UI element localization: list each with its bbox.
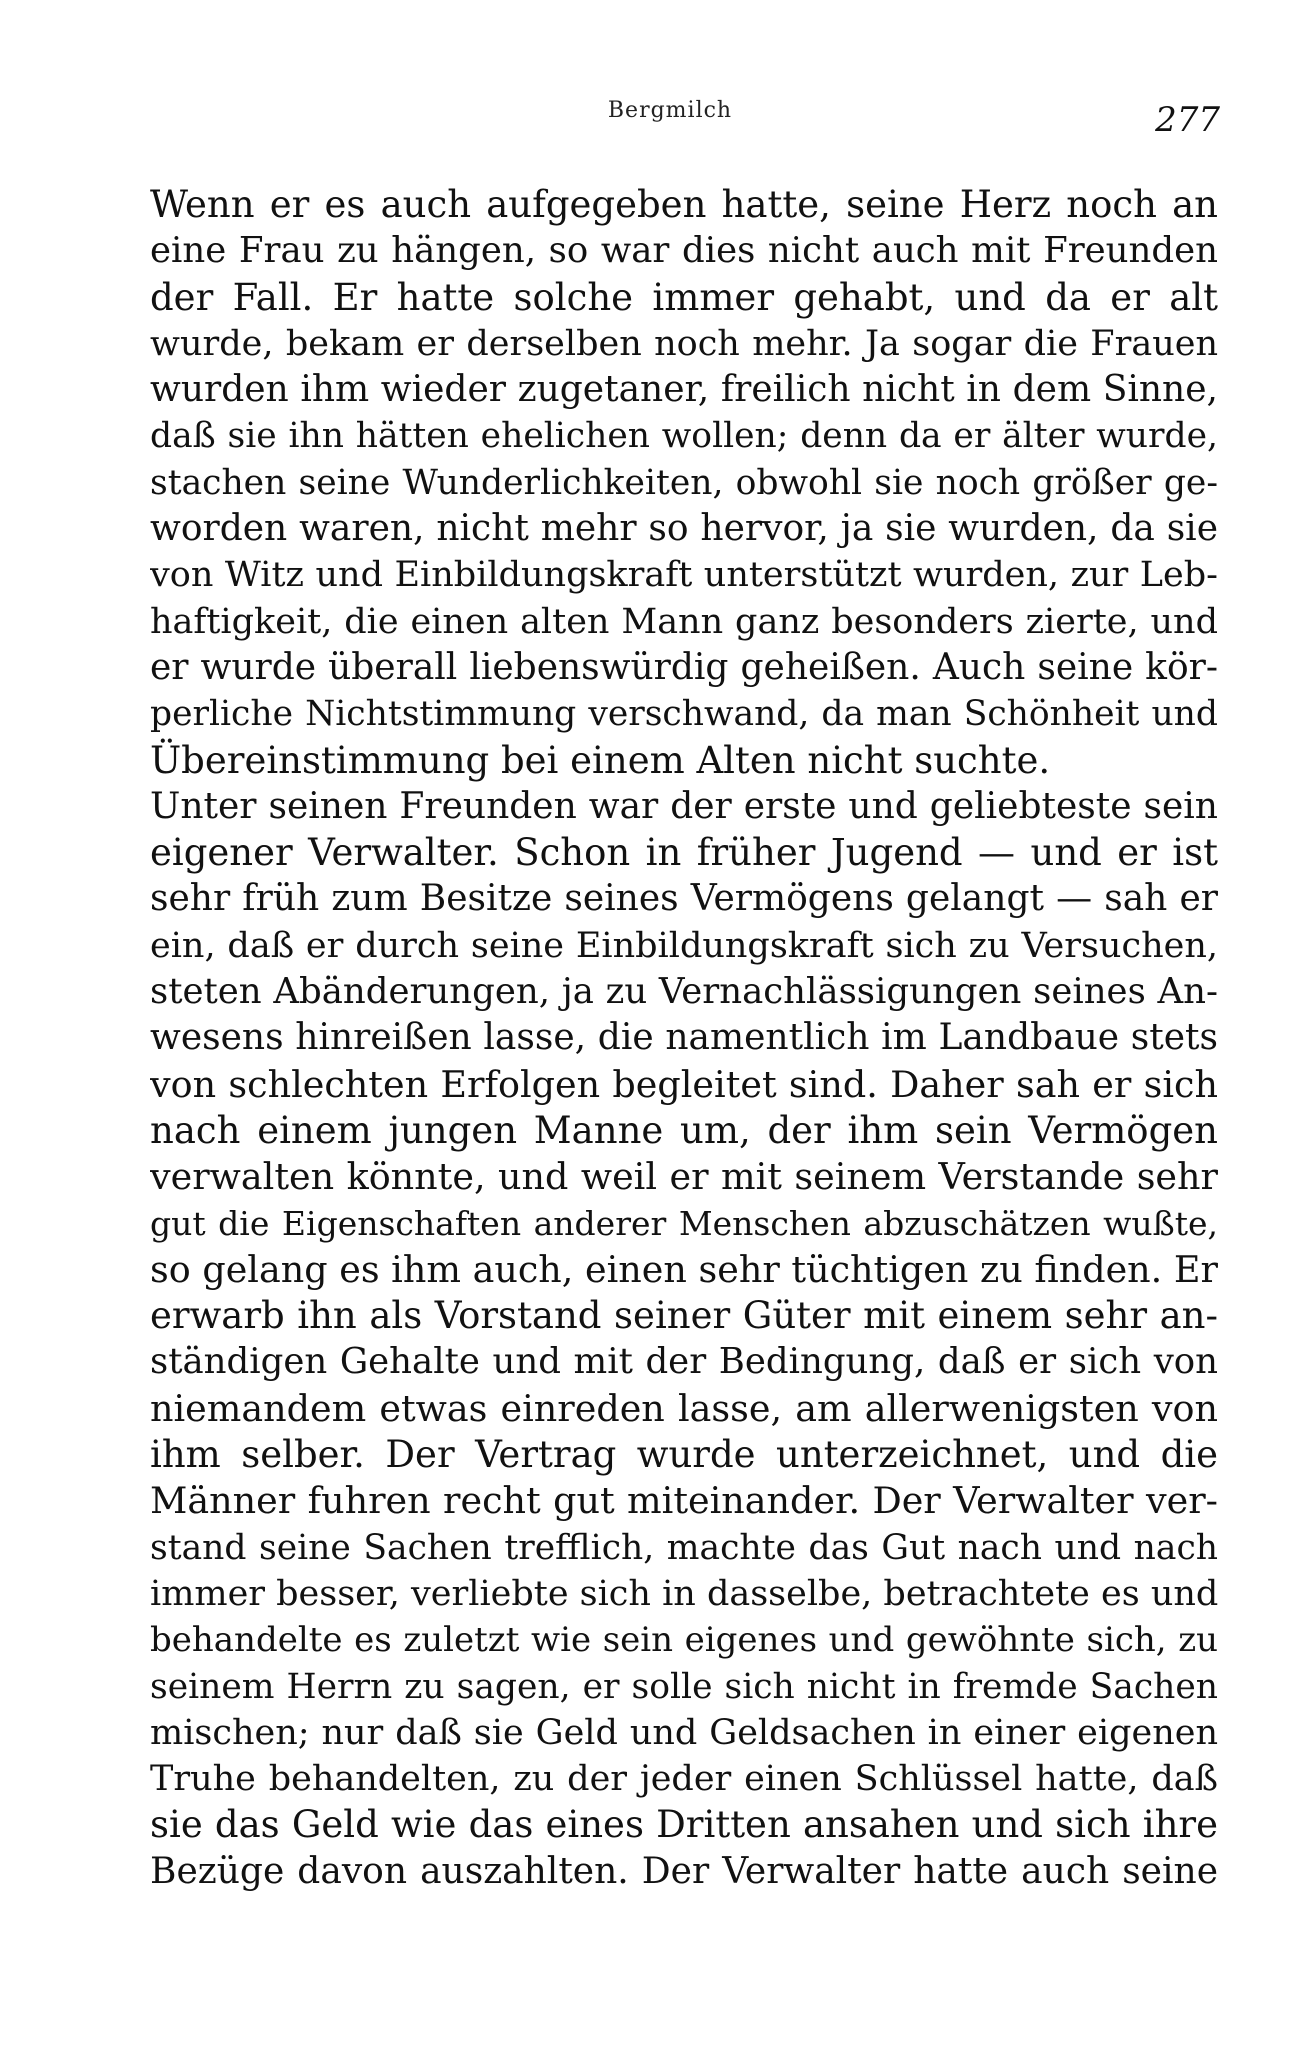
text-line: haftigkeit, die einen alten Mann ganz besonders zierte, und [150, 601, 1218, 642]
text-line: er wurde überall liebenswürdig geheißen. Auch seine kör- [150, 646, 1218, 688]
text-line: der Fall. Er hatte solche immer gehabt, und da er alt [150, 275, 1218, 319]
text-line: nach einem jungen Manne um, der ihm sein Vermögen [150, 1108, 1218, 1152]
text-line: von Witz und Einbildungskraft unterstützt wurden, zur Leb- [150, 555, 1218, 596]
text-line: eine Frau zu hängen, so war dies nicht auch mit Freunden [150, 230, 1218, 272]
text-line: immer besser, verliebte sich in dasselbe, betrachtete es und [150, 1573, 1218, 1614]
text-line: sehr früh zum Besitze seines Vermögens gelangt — sah er [150, 878, 1218, 920]
text-line: Truhe behandelten, zu der jeder einen Schlüssel hatte, daß [150, 1759, 1218, 1800]
text-line: mischen; nur daß sie Geld und Geldsachen in einer eigenen [150, 1712, 1218, 1753]
text-line: sie das Geld wie das eines Dritten ansahen und sich ihre [150, 1803, 1218, 1847]
text-line: wesens hinreißen lasse, die namentlich im Landbaue stets [150, 1017, 1218, 1059]
text-line: stachen seine Wunderlichkeiten, obwohl sie noch größer ge- [150, 462, 1218, 503]
text-line: von schlechten Erfolgen begleitet sind. Daher sah er sich [150, 1062, 1218, 1106]
text-line: so gelang es ihm auch, einen sehr tüchtigen zu finden. Er [150, 1247, 1218, 1291]
text-line: ein, daß er durch seine Einbildungskraft sich zu Versuchen, [150, 925, 1218, 966]
text-line: Wenn er es auch aufgegeben hatte, seine Herz noch an [150, 183, 1218, 226]
text-line: worden waren, nicht mehr so hervor, ja sie wurden, da sie [150, 508, 1218, 550]
text-line: gut die Eigenschaften anderer Menschen abzuschätzen wußte, [150, 1203, 1218, 1243]
text-line: Männer fuhren recht gut miteinander. Der Verwalter ver- [150, 1479, 1218, 1523]
text-line: eigener Verwalter. Schon in früher Jugend — und er ist [150, 831, 1218, 875]
text-line: wurde, bekam er derselben noch mehr. Ja sogar die Frauen [150, 323, 1218, 364]
text-line: Bezüge davon auszahlten. Der Verwalter hatte auch seine [150, 1850, 1218, 1892]
text-line: seinem Herrn zu sagen, er solle sich nicht in fremde Sachen [150, 1666, 1218, 1707]
text-line: erwarb ihn als Vorstand seiner Güter mit einem sehr an- [150, 1294, 1218, 1338]
text-line: Übereinstimmung bei einem Alten nicht suchte. [150, 738, 1051, 782]
text-line: Unter seinen Freunden war der erste und geliebteste sein [150, 785, 1218, 827]
text-line: ständigen Gehalte und mit der Bedingung, daß er sich von [150, 1341, 1218, 1383]
text-line: ihm selber. Der Vertrag wurde unterzeichnet, und die [150, 1433, 1218, 1477]
page-number: 277 [1155, 100, 1220, 140]
body-text [150, 182, 1218, 1895]
text-line: daß sie ihn hätten ehelichen wollen; denn da er älter wurde, [150, 416, 1218, 457]
text-line: perliche Nichtstimmung verschwand, da man Schönheit und [150, 694, 1218, 735]
running-head: Bergmilch [607, 98, 733, 123]
text-line: verwalten könnte, und weil er mit seinem Verstande sehr [150, 1155, 1218, 1199]
text-line: niemandem etwas einreden lasse, am allerwenigsten von [150, 1386, 1218, 1430]
text-line: behandelte es zuletzt wie sein eigenes und gewöhnte sich, zu [150, 1620, 1218, 1661]
text-line: steten Abänderungen, ja zu Vernachlässigungen seines An- [150, 971, 1218, 1013]
text-line: wurden ihm wieder zugetaner, freilich nicht in dem Sinne, [150, 369, 1218, 411]
text-line: stand seine Sachen trefflich, machte das Gut nach und nach [150, 1527, 1218, 1568]
